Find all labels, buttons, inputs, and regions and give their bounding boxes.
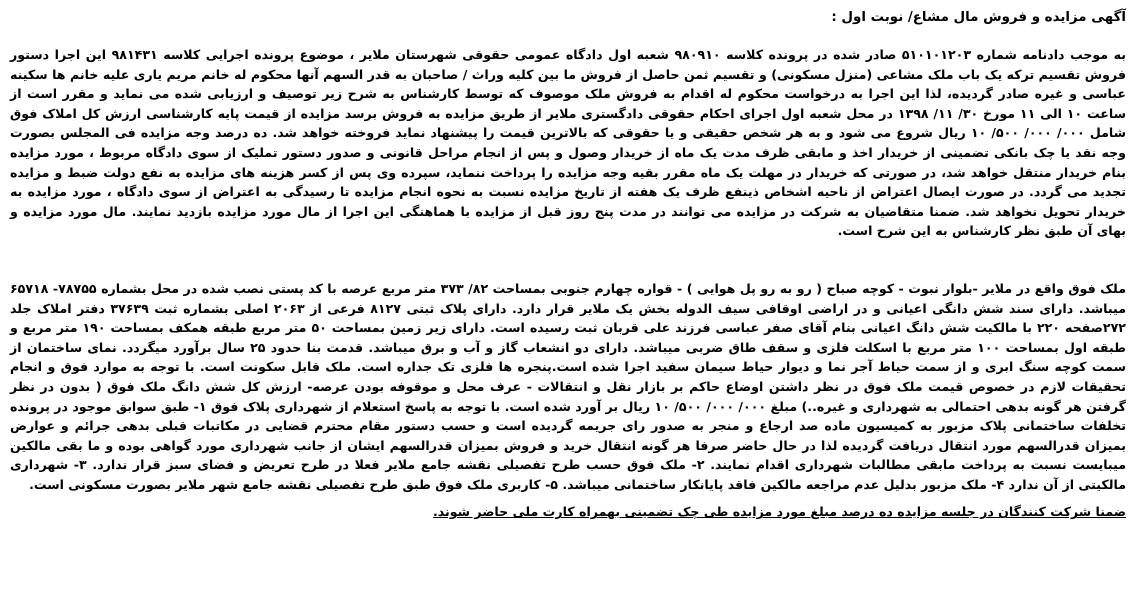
notice-footnote: ضمنا شرکت کنندگان در جلسه مزایده ده درصد مبلغ مورد مزایده طی چک تضمینی بهمراه کارت ملی حاضر شوند. bbox=[432, 504, 1126, 520]
notice-paragraph-terms: به موجب دادنامه شماره ۵۱۰۱۰۱۲۰۳ صادر شده در پرونده کلاسه ۹۸۰۹۱۰ شعبه اول دادگاه عمومی حقوقی شهرستان ملایر ، موضوع پرونده اجرایی کلاسه ۹۸۱۴۳۱ این اجرا دستور فروش تقسیم ترکه یک باب ملک مشاعی (منزل مسکونی) و تقسیم ثمن حاصل از فروش ما بین کلیه وراث / صاحبان به قدر السهم آنها محکوم له خانم مریم یاری علیه خانم ها سکینه عباسی و غیره صادر گردیده، لذا این اجرا به درخواست محکوم له اقدام به فروش ملک موصوف که توسط کارشناس به شرح زیر توصیف و ارزیابی شده می نماید و مقرر است از ساعت ۱۰ الی ۱۱ مورخ ۳۰/ ۱۱/ ۱۳۹۸ در محل شعبه اول اجرای احکام حقوقی دادگستری ملایر از طریق مزایده به فروش برسد مزایده از قیمت پایه کارشناسی ارزش کل املاک فوق شامل ۰۰۰/ ۰۰۰/ ۵۰۰/ ۱۰ ریال شروع می شود و به هر شخص حقیقی و یا حقوقی که بالاترین قیمت را پیشنهاد نماید فروخته خواهد شد. ده درصد وجه مزایده فی المجلس بصورت وجه نقد یا چک بانکی تضمینی از خریدار اخذ و مابقی ظرف مدت یک ماه از خریدار وصول و پس از انجام مراحل قانونی و صدور دستور تملیک از سوی دادگاه مربوط ، مورد مزایده بنام خریدار منتقل خواهد شد، در صورتی که خریدار در مهلت یک ماه مقرر بقیه وجه مزایده را پرداخت ننماید، سپرده وی پس از کسر هزینه های مزایده به نفع دولت ضبط و مزایده تجدید می گردد. در صورت ایصال اعتراض از ناحیه اشخاص ذینفع ظرف یک هفته از تاریخ مزایده نسبت به نحوه انجام مزایده تا رسیدگی به اعتراض از سوی دادگاه ، مورد مزایده به خریدار تحویل نخواهد شد. ضمنا متقاضیان به شرکت در مزایده می توانند در مدت پنج روز قبل از مزایده با هماهنگی این اجرا از مال مورد مزایده بازدید نمایند. مال مورد مزایده و بهای آن طبق نظر کارشناس به این شرح است. bbox=[10, 47, 1127, 239]
notice-title: آگهی مزایده و فروش مال مشاع/ نوبت اول : bbox=[831, 10, 1126, 25]
notice-paragraph-property: ملک فوق واقع در ملایر -بلوار نبوت - کوچه صباح ( رو به رو پل هوایی ) - قواره چهارم جنوبی بمساحت ۸۲/ ۳۷۳ متر مربع عرصه با کد پستی نصب شده در محل بشماره ۷۸۷۵۵- ۶۵۷۱۸ میباشد. دارای سند شش دانگی اعیانی و در اراضی اوقافی سیف الدوله بخش یک ملایر قرار دارد. دارای پلاک ثبتی ۸۱۲۷ فرعی از ۲۰۶۳ اصلی بشماره ثبت ۳۷۶۳۹ دفتر املاک جلد ۲۷۲صفحه ۲۲۰ با مالکیت شش دانگ اعیانی بنام آقای صفر عباسی فرزند علی قربان ثبت رسیده است. دارای زیر زمین بمساحت ۵۰ متر مربع طبقه همکف بمساحت ۱۹۰ متر مربع و طبقه اول بمساحت ۱۰۰ متر مربع با اسکلت فلزی و سقف طاق ضربی میباشد. دارای دو انشعاب گاز و آب و برق میباشد. قدمت بنا حدود ۲۵ سال برآورد میگردد. نمای ساختمان از سمت کوچه سنگ ابری و از سمت حیاط آجر نما و دیوار حیاط سیمان سفید اجرا شده است.پنجره ها فلزی تک جداره است. ملک قابل سکونت است. با توجه به موارد فوق و انجام تحقیقات لازم در خصوص قیمت ملک فوق در نظر داشتن اوضاع حاکم بر بازار نقل و انتقالات - عرف محل و موقوفه بودن عرصه- ارزش کل شش دانگ ملک فوق ( بدون در نظر گرفتن هر گونه بدهی احتمالی به شهرداری و غیره..) مبلغ ۰۰۰/ ۰۰۰/ ۵۰۰/ ۱۰ ریال بر آورد شده است. با توجه به پاسخ استعلام از شهرداری پلاک فوق ۱- طبق سوابق موجود در پرونده تخلفات ساختمانی پلاک مزبور به کمیسیون ماده صد ارجاع و منجر به صدور رای جریمه گردیده است و حسب دستور مقام محترم قضایی در مکاتبات قبلی بدهی جرائم و عوارض بمیزان قدرالسهم مورد انتقال دریافت گردیده لذا در حال حاضر صرفا هر گونه انتقال خرید و فروش بمیزان قدرالسهم ایشان از جانب شهرداری مورد گواهی بوده و ما بقی مالکین میبایست نسبت به پرداخت مابقی مطالبات شهرداری اقدام نمایند. ۲- ملک فوق حسب طرح تفصیلی نقشه جامع ملایر فعلا در طرح تعریض و فضای سبز قرار ندارد. ۳- شهرداری مالکیتی از آن ندارد ۴- ملک مزبور بدلیل عدم مراجعه مالکین فاقد پایانکار ساختمانی میباشد. ۵- کاربری ملک فوق طبق طرح تفصیلی نقشه جامع شهر ملایر بصورت مسکونی است. bbox=[10, 280, 1127, 492]
paragraph-spacer bbox=[10, 241, 1126, 279]
note-spacer bbox=[10, 494, 1126, 502]
